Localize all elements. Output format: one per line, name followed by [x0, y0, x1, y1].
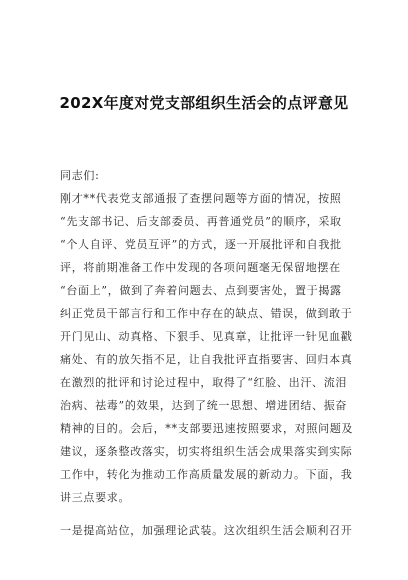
body-line: “先支部书记、后支部委员、再普通党员”的顺序，采取 [60, 215, 342, 228]
body-line: 刚才**代表党支部通报了查摆问题等方面的情况，按照 [60, 192, 342, 205]
body-line: 讲三点要求。 [60, 491, 131, 504]
body-line: 痛处、有的放矢指不足，让自我批评直指要害、回归本真 [60, 353, 353, 366]
body-line: 在激烈的批评和讨论过程中，取得了“红脸、出汗、流泪 [60, 376, 348, 389]
salutation: 同志们: [60, 169, 100, 182]
body-line: 治病、祛毒”的效果，达到了统一思想、增进团结、振奋 [60, 399, 348, 412]
body-line: 一是提高站位，加强理论武装。这次组织生活会顺利召开 [60, 524, 353, 537]
body-line: “台面上”，做到了奔着问题去、点到要害处，置于揭露 [60, 284, 342, 297]
body-line: “个人自评、党员互评”的方式，逐一开展批评和自我批 [60, 238, 342, 251]
body-line: 纠正党员干部言行和工作中存在的缺点、错误，做到敢于 [60, 307, 353, 320]
document-title: 202X年度对党支部组织生活会的点评意见 [59, 94, 349, 112]
body-line: 建议，逐条整改落实，切实将组织生活会成果落实到实际 [60, 445, 353, 458]
body-line: 工作中，转化为推动工作高质量发展的新动力。下面，我 [60, 468, 353, 481]
body-line: 开门见山、动真格、下狠手、见真章，让批评一针见血戳 [60, 330, 353, 343]
body-line: 精神的目的。会后，**支部要迅速按照要求，对照问题及 [60, 422, 354, 435]
body-line: 评，将前期准备工作中发现的各项问题毫无保留地摆在 [60, 261, 341, 274]
